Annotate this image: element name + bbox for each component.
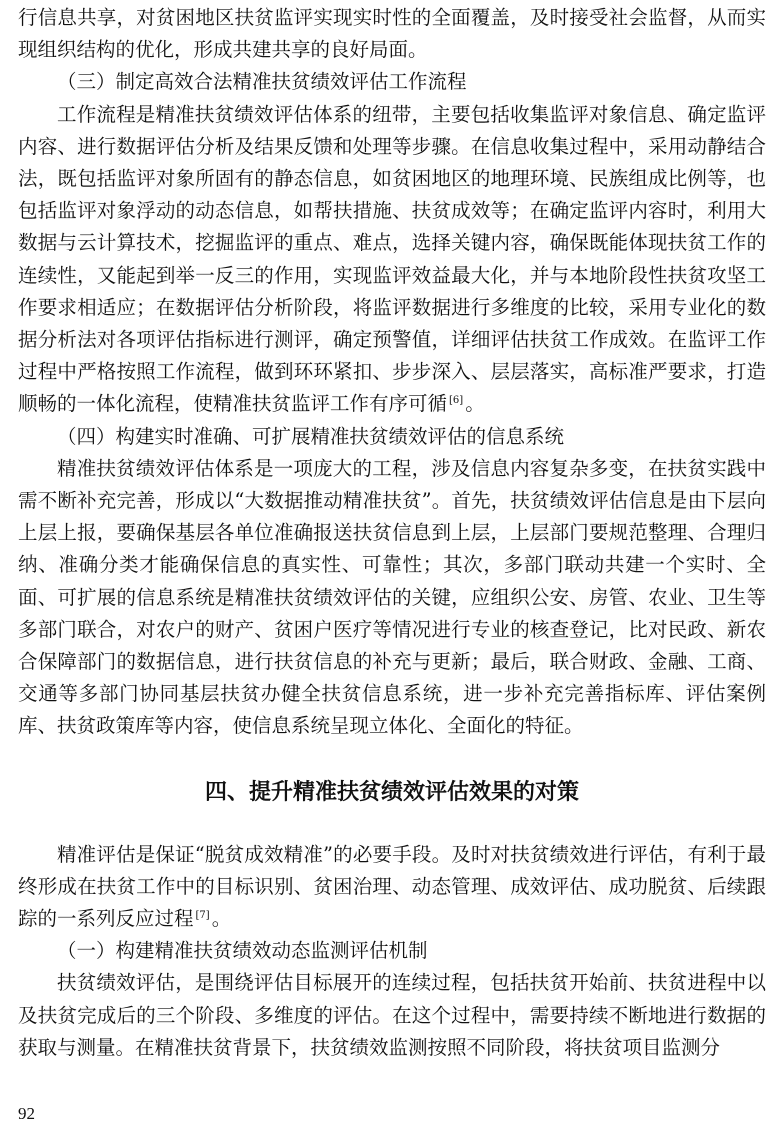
paragraph-workflow-end: 。: [465, 392, 485, 416]
page-number: 92: [18, 1104, 35, 1123]
paragraph-intro-text: 精准评估是保证“脱贫成效精准”的必要手段。及时对扶贫绩效进行评估，有利于最终形成在扶贫工作中的目标识别、贫困治理、动态管理、成效评估、成功脱贫、后续跟踪的一系列反应过程: [18, 842, 766, 931]
subheading-1: （一）构建精准扶贫绩效动态监测评估机制: [57, 939, 428, 963]
continued-paragraph: 行信息共享，对贫困地区扶贫监评实现实时性的全面覆盖，及时接受社会监督，从而实现组织结构的优化，形成共建共享的良好局面。: [18, 6, 766, 62]
subheading-4: （四）构建实时准确、可扩展精准扶贫绩效评估的信息系统: [57, 424, 565, 448]
section-title: 四、提升精准扶贫绩效评估效果的对策: [204, 779, 579, 805]
page-body: [18, 2, 766, 1064]
paragraph-intro-end: 。: [211, 907, 232, 931]
paragraph-info-system: 精准扶贫绩效评估体系是一项庞大的工程，涉及信息内容复杂多变，在扶贫实践中需不断补充完善，形成以“大数据推动精准扶贫”。首先，扶贫绩效评估信息是由下层向上层上报，要确保基层各单位准确报送扶贫信息到上层，上层部门要规范整理、合理归纳、准确分类才能确保信息的真实性、可靠性；其次，多部门联动共建一个实时、全面、可扩展的信息系统是精准扶贫绩效评估的关键，应组织公安、房管、农业、卫生等多部门联合，对农户的财产、贫困户医疗等情况进行专业的核查登记，比对民政、新农合保障部门的数据信息，进行扶贫信息的补充与更新；最后，联合财政、金融、工商、交通等多部门协同基层扶贫办健全扶贫信息系统，进一步补充完善指标库、评估案例库、扶贫政策库等内容，使信息系统呈现立体化、全面化的特征。: [18, 456, 766, 738]
paragraph-workflow-text: 工作流程是精准扶贫绩效评估体系的纽带，主要包括收集监评对象信息、确定监评内容、进行数据评估分析及结果反馈和处理等步骤。在信息收集过程中，采用动静结合法，既包括监评对象所固有的静态信息，如贫困地区的地理环境、民族组成比例等，也包括监评对象浮动的动态信息，如帮扶措施、扶贫成效等；在确定监评内容时，利用大数据与云计算技术，挖掘监评的重点、难点，选择关键内容，确保既能体现扶贫工作的连续性，又能起到举一反三的作用，实现监评效益最大化，并与本地阶段性扶贫攻坚工作要求相适应；在数据评估分析阶段，将监评数据进行多维度的比较，采用专业化的数据分析法对各项评估指标进行测评，确定预警值，详细评估扶贫工作成效。在监评工作过程中严格按照工作流程，做到环环紧扣、步步深入、层层落实，高标准严要求，打造顺畅的一体化流程，使精准扶贫监评工作有序可循: [18, 102, 766, 416]
paragraph-monitoring: 扶贫绩效评估，是围绕评估目标展开的连续过程，包括扶贫开始前、扶贫进程中以及扶贫完成后的三个阶段、多维度的评估。在这个过程中，需要持续不断地进行数据的获取与测量。在精准扶贫背景下，扶贫绩效监测按照不同阶段，将扶贫项目监测分: [18, 971, 766, 1059]
reference-6: [6]: [449, 394, 464, 406]
reference-7: [7]: [195, 909, 210, 921]
paragraph-workflow: [18, 99, 766, 421]
subheading-3: （三）制定高效合法精准扶贫绩效评估工作流程: [57, 70, 467, 94]
paragraph-intro: [18, 839, 766, 936]
